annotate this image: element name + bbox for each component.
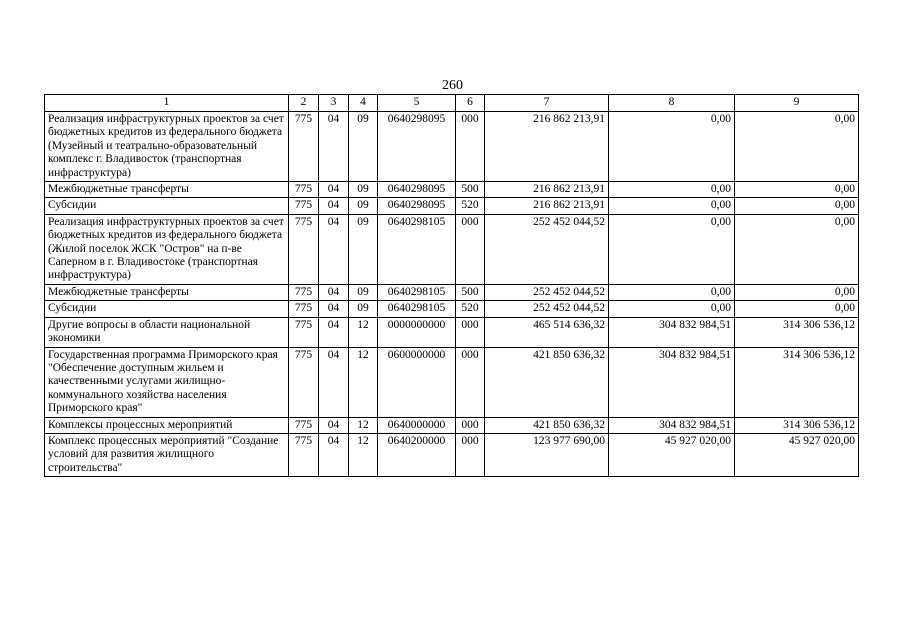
column-header: 7 (485, 95, 609, 112)
amount-col7: 216 862 213,91 (485, 182, 609, 198)
code-col6: 000 (456, 112, 485, 182)
amount-col9: 0,00 (735, 284, 859, 300)
column-header: 4 (349, 95, 378, 112)
amount-col7: 252 452 044,52 (485, 214, 609, 284)
code-col3: 04 (319, 284, 349, 300)
amount-col9: 0,00 (735, 182, 859, 198)
code-col2: 775 (289, 433, 319, 476)
table-row (45, 433, 859, 476)
amount-col9: 0,00 (735, 112, 859, 182)
table-row (45, 417, 859, 433)
code-col6: 520 (456, 301, 485, 317)
code-col2: 775 (289, 417, 319, 433)
row-name: Комплексы процессных мероприятий (45, 417, 289, 433)
code-col6: 500 (456, 284, 485, 300)
amount-col8: 304 832 984,51 (609, 417, 735, 433)
code-col2: 775 (289, 317, 319, 347)
code-col4: 09 (349, 112, 378, 182)
amount-col8: 0,00 (609, 214, 735, 284)
code-col5: 0000000000 (378, 317, 456, 347)
row-name: Реализация инфраструктурных проектов за счет бюджетных кредитов из федерального бюджета (Жилой поселок ЖСК "Остров" на п-ве Саперном в г. Владивостоке (транспортная инфраструктура) (45, 214, 289, 284)
budget-table (44, 94, 859, 477)
code-col3: 04 (319, 433, 349, 476)
amount-col7: 216 862 213,91 (485, 112, 609, 182)
amount-col9: 45 927 020,00 (735, 433, 859, 476)
code-col5: 0640298105 (378, 214, 456, 284)
code-col5: 0640000000 (378, 417, 456, 433)
code-col3: 04 (319, 417, 349, 433)
amount-col9: 314 306 536,12 (735, 317, 859, 347)
column-header: 5 (378, 95, 456, 112)
code-col4: 09 (349, 284, 378, 300)
page-number: 260 (442, 78, 463, 93)
amount-col7: 123 977 690,00 (485, 433, 609, 476)
code-col6: 500 (456, 182, 485, 198)
amount-col7: 421 850 636,32 (485, 417, 609, 433)
amount-col9: 0,00 (735, 301, 859, 317)
column-header: 3 (319, 95, 349, 112)
table-row (45, 317, 859, 347)
code-col4: 12 (349, 347, 378, 417)
code-col6: 000 (456, 214, 485, 284)
row-name: Другие вопросы в области национальной экономики (45, 317, 289, 347)
code-col5: 0600000000 (378, 347, 456, 417)
amount-col9: 314 306 536,12 (735, 417, 859, 433)
code-col6: 520 (456, 198, 485, 214)
column-header: 9 (735, 95, 859, 112)
code-col4: 09 (349, 182, 378, 198)
row-name: Субсидии (45, 301, 289, 317)
code-col6: 000 (456, 417, 485, 433)
table-row (45, 198, 859, 214)
table-row (45, 301, 859, 317)
code-col2: 775 (289, 214, 319, 284)
column-header: 8 (609, 95, 735, 112)
code-col5: 0640200000 (378, 433, 456, 476)
code-col4: 12 (349, 433, 378, 476)
row-name: Межбюджетные трансферты (45, 284, 289, 300)
table-row (45, 112, 859, 182)
code-col2: 775 (289, 284, 319, 300)
code-col4: 12 (349, 417, 378, 433)
amount-col9: 0,00 (735, 198, 859, 214)
amount-col8: 304 832 984,51 (609, 317, 735, 347)
amount-col8: 45 927 020,00 (609, 433, 735, 476)
code-col3: 04 (319, 301, 349, 317)
code-col6: 000 (456, 347, 485, 417)
amount-col8: 0,00 (609, 182, 735, 198)
code-col3: 04 (319, 182, 349, 198)
row-name: Субсидии (45, 198, 289, 214)
column-header: 2 (289, 95, 319, 112)
row-name: Государственная программа Приморского края "Обеспечение доступным жильем и качественными услугами жилищно-коммунального хозяйства населения Приморского края" (45, 347, 289, 417)
amount-col8: 0,00 (609, 112, 735, 182)
amount-col7: 252 452 044,52 (485, 284, 609, 300)
code-col5: 0640298095 (378, 182, 456, 198)
code-col3: 04 (319, 198, 349, 214)
column-header: 6 (456, 95, 485, 112)
code-col4: 09 (349, 198, 378, 214)
code-col2: 775 (289, 182, 319, 198)
row-name: Комплекс процессных мероприятий "Создание условий для развития жилищного строительства" (45, 433, 289, 476)
code-col2: 775 (289, 347, 319, 417)
code-col5: 0640298095 (378, 198, 456, 214)
code-col4: 12 (349, 317, 378, 347)
code-col6: 000 (456, 433, 485, 476)
code-col6: 000 (456, 317, 485, 347)
code-col3: 04 (319, 112, 349, 182)
table-row (45, 214, 859, 284)
code-col3: 04 (319, 347, 349, 417)
row-name: Межбюджетные трансферты (45, 182, 289, 198)
amount-col9: 0,00 (735, 214, 859, 284)
amount-col7: 216 862 213,91 (485, 198, 609, 214)
code-col5: 0640298095 (378, 112, 456, 182)
code-col5: 0640298105 (378, 284, 456, 300)
code-col3: 04 (319, 317, 349, 347)
amount-col7: 252 452 044,52 (485, 301, 609, 317)
amount-col9: 314 306 536,12 (735, 347, 859, 417)
table-row (45, 347, 859, 417)
code-col2: 775 (289, 198, 319, 214)
amount-col8: 0,00 (609, 284, 735, 300)
header-row (45, 95, 859, 112)
table-row (45, 284, 859, 300)
code-col2: 775 (289, 112, 319, 182)
code-col3: 04 (319, 214, 349, 284)
table-row (45, 182, 859, 198)
amount-col7: 465 514 636,32 (485, 317, 609, 347)
code-col2: 775 (289, 301, 319, 317)
code-col4: 09 (349, 214, 378, 284)
amount-col7: 421 850 636,32 (485, 347, 609, 417)
row-name: Реализация инфраструктурных проектов за счет бюджетных кредитов из федерального бюджета (Музейный и театрально-образовательный комплекс г. Владивосток (транспортная инфраструктура) (45, 112, 289, 182)
code-col4: 09 (349, 301, 378, 317)
amount-col8: 0,00 (609, 301, 735, 317)
column-header: 1 (45, 95, 289, 112)
amount-col8: 0,00 (609, 198, 735, 214)
code-col5: 0640298105 (378, 301, 456, 317)
amount-col8: 304 832 984,51 (609, 347, 735, 417)
